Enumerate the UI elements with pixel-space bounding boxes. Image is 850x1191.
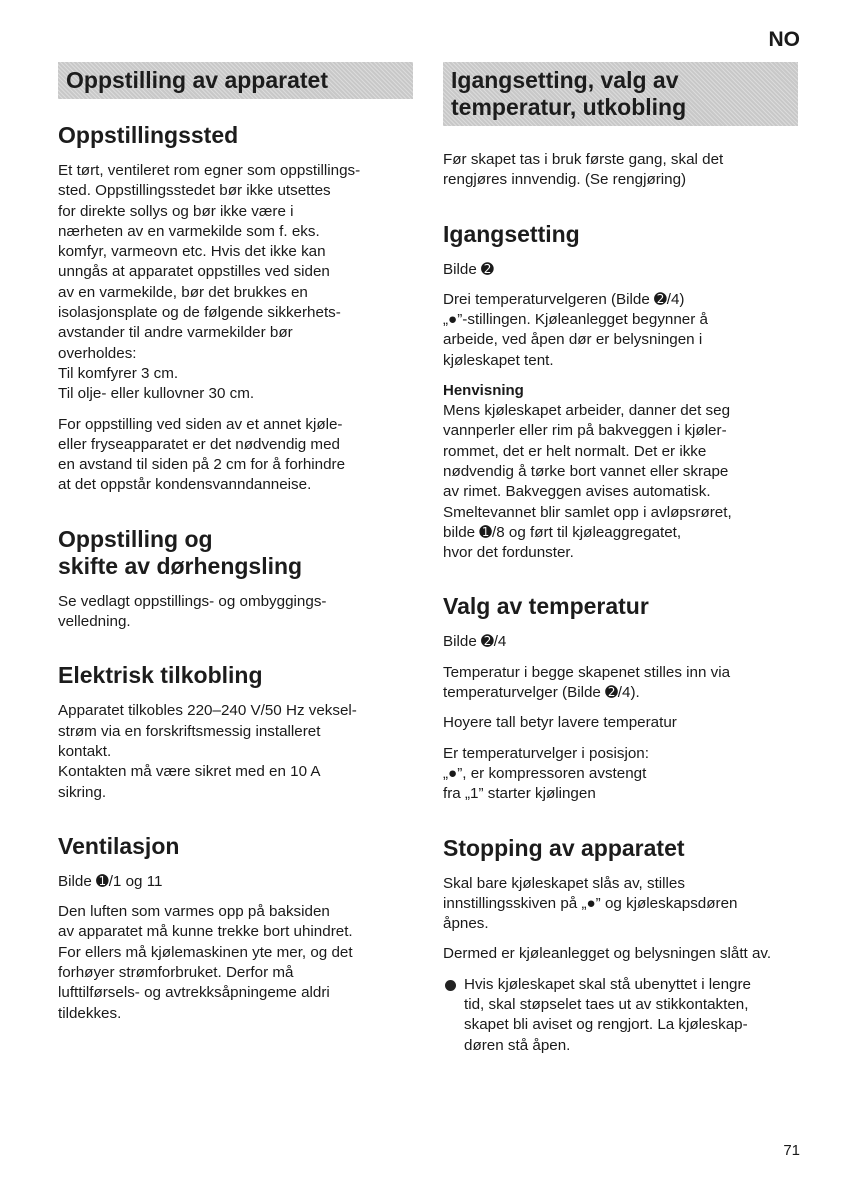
heading-oppstillingssted: Oppstillingssted (58, 122, 239, 148)
bullet-item-stopping (443, 975, 798, 1056)
heading-henvisning: Henvisning (443, 382, 524, 400)
paragraph-temperatur-2: Hoyere tall betyr lavere temperatur (443, 714, 677, 732)
left-column (58, 62, 413, 1034)
paragraph-temperatur-ref: Bilde ➋/4 (443, 633, 507, 651)
heading-stopping: Stopping av apparatet (443, 834, 685, 861)
section-banner-right: Igangsetting, valg av temperatur, utkobling (443, 62, 798, 126)
paragraph-igangsetting-ref: Bilde ➋ (443, 260, 494, 278)
heading-elektrisk-tilkobling: Elektrisk tilkobling (58, 662, 263, 689)
paragraph-stopping-2: Dermed er kjøleanlegget og belysningen slått av. (443, 945, 772, 963)
paragraph-henvisning: Mens kjøleskapet arbeider, danner det seg vannperler eller rim på bakveggen i kjøler- rommet, det er helt normalt. Det er ikke nødvendig å tørke bort vannet eller skrape av rimet. Bakveggen avises automatisk. Smeltevannet blir samlet opp i avløpsrøret, bilde ➊/8 og ført til kjøleaggregatet, hvor det fordunster. (443, 402, 732, 562)
paragraph-temperatur-3: Er temperaturvelger i posisjon: „●”, er kompressoren avstengt fra „1” starter kjølingen (443, 744, 649, 803)
heading-valg-av-temperatur: Valg av temperatur (443, 593, 649, 620)
bullet-text: Hvis kjøleskapet skal stå ubenyttet i lengre tid, skal støpselet taes ut av stikkontakten, skapet bli aviset og rengjort. La kjøleskap- døren stå åpen. (464, 975, 752, 1054)
paragraph-temperatur-1: Temperatur i begge skapenet stilles inn via temperaturvelger (Bilde ➋/4). (443, 663, 731, 702)
paragraph-intro: Før skapet tas i bruk første gang, skal det rengjøres innvendig. (Se rengjøring) (443, 151, 724, 189)
section-banner-left: Oppstilling av apparatet (58, 62, 413, 99)
paragraph-stopping-1: Skal bare kjøleskapet slås av, stilles innstillingsskiven på „●” og kjøleskapsdøren åpnes. (443, 874, 738, 933)
heading-igangsetting: Igangsetting (443, 220, 580, 247)
paragraph-ventilasjon: Den luften som varmes opp på baksiden av apparatet må kunne trekke bort uhindret. For ellers må kjølemaskinen yte mer, og det forhøyer strømforbruket. Derfor må lufttilførsels- og avtrekksåpningeme aldri tildekkes. (58, 903, 353, 1022)
right-column (443, 62, 798, 1056)
paragraph-ventilasjon-ref: Bilde ➊/1 og 11 (58, 872, 163, 890)
page-number: 71 (783, 1142, 800, 1159)
heading-dorhengsling: Oppstilling og skifte av dørhengsling (58, 525, 303, 579)
language-label: NO (768, 28, 800, 51)
heading-ventilasjon: Ventilasjon (58, 832, 180, 859)
paragraph-oppstillingssted-1: Et tørt, ventileret rom egner som oppstillings- sted. Oppstillingsstedet bør ikke utsettes for direkte sollys og bør ikke være i nærheten av en varmekilde som f. eks. komfyr, varmeovn etc. Hvis det ikke kan unngås at apparatet oppstilles ved siden av en varmekilde, bør det brukkes en isolasjonsplate og de følgende sikkerhets- avstander til andre varmekilder bør overholdes: Til komfyrer 3 cm. Til olje- eller kullovner 30 cm. (58, 162, 361, 403)
bullet-dot-icon (445, 980, 456, 991)
paragraph-oppstillingssted-2: For oppstilling ved siden av et annet kjøle- eller fryseapparatet er det nødvendig med en avstand til siden på 2 cm for å forhindre at det oppstår kondensvanndanneise. (58, 415, 346, 494)
paragraph-igangsetting: Drei temperaturvelgeren (Bilde ➋/4) „●”-stillingen. Kjøleanlegget begynner å arbeide, ved åpen dør er belysningen i kjøleskapet tent. (443, 290, 708, 369)
paragraph-elektrisk-tilkobling: Apparatet tilkobles 220–240 V/50 Hz veksel- strøm via en forskriftsmessig installeret kontakt. Kontakten må være sikret med en 10 A sikring. (58, 702, 357, 801)
paragraph-dorhengsling: Se vedlagt oppstillings- og ombyggings- velledning. (58, 592, 327, 631)
